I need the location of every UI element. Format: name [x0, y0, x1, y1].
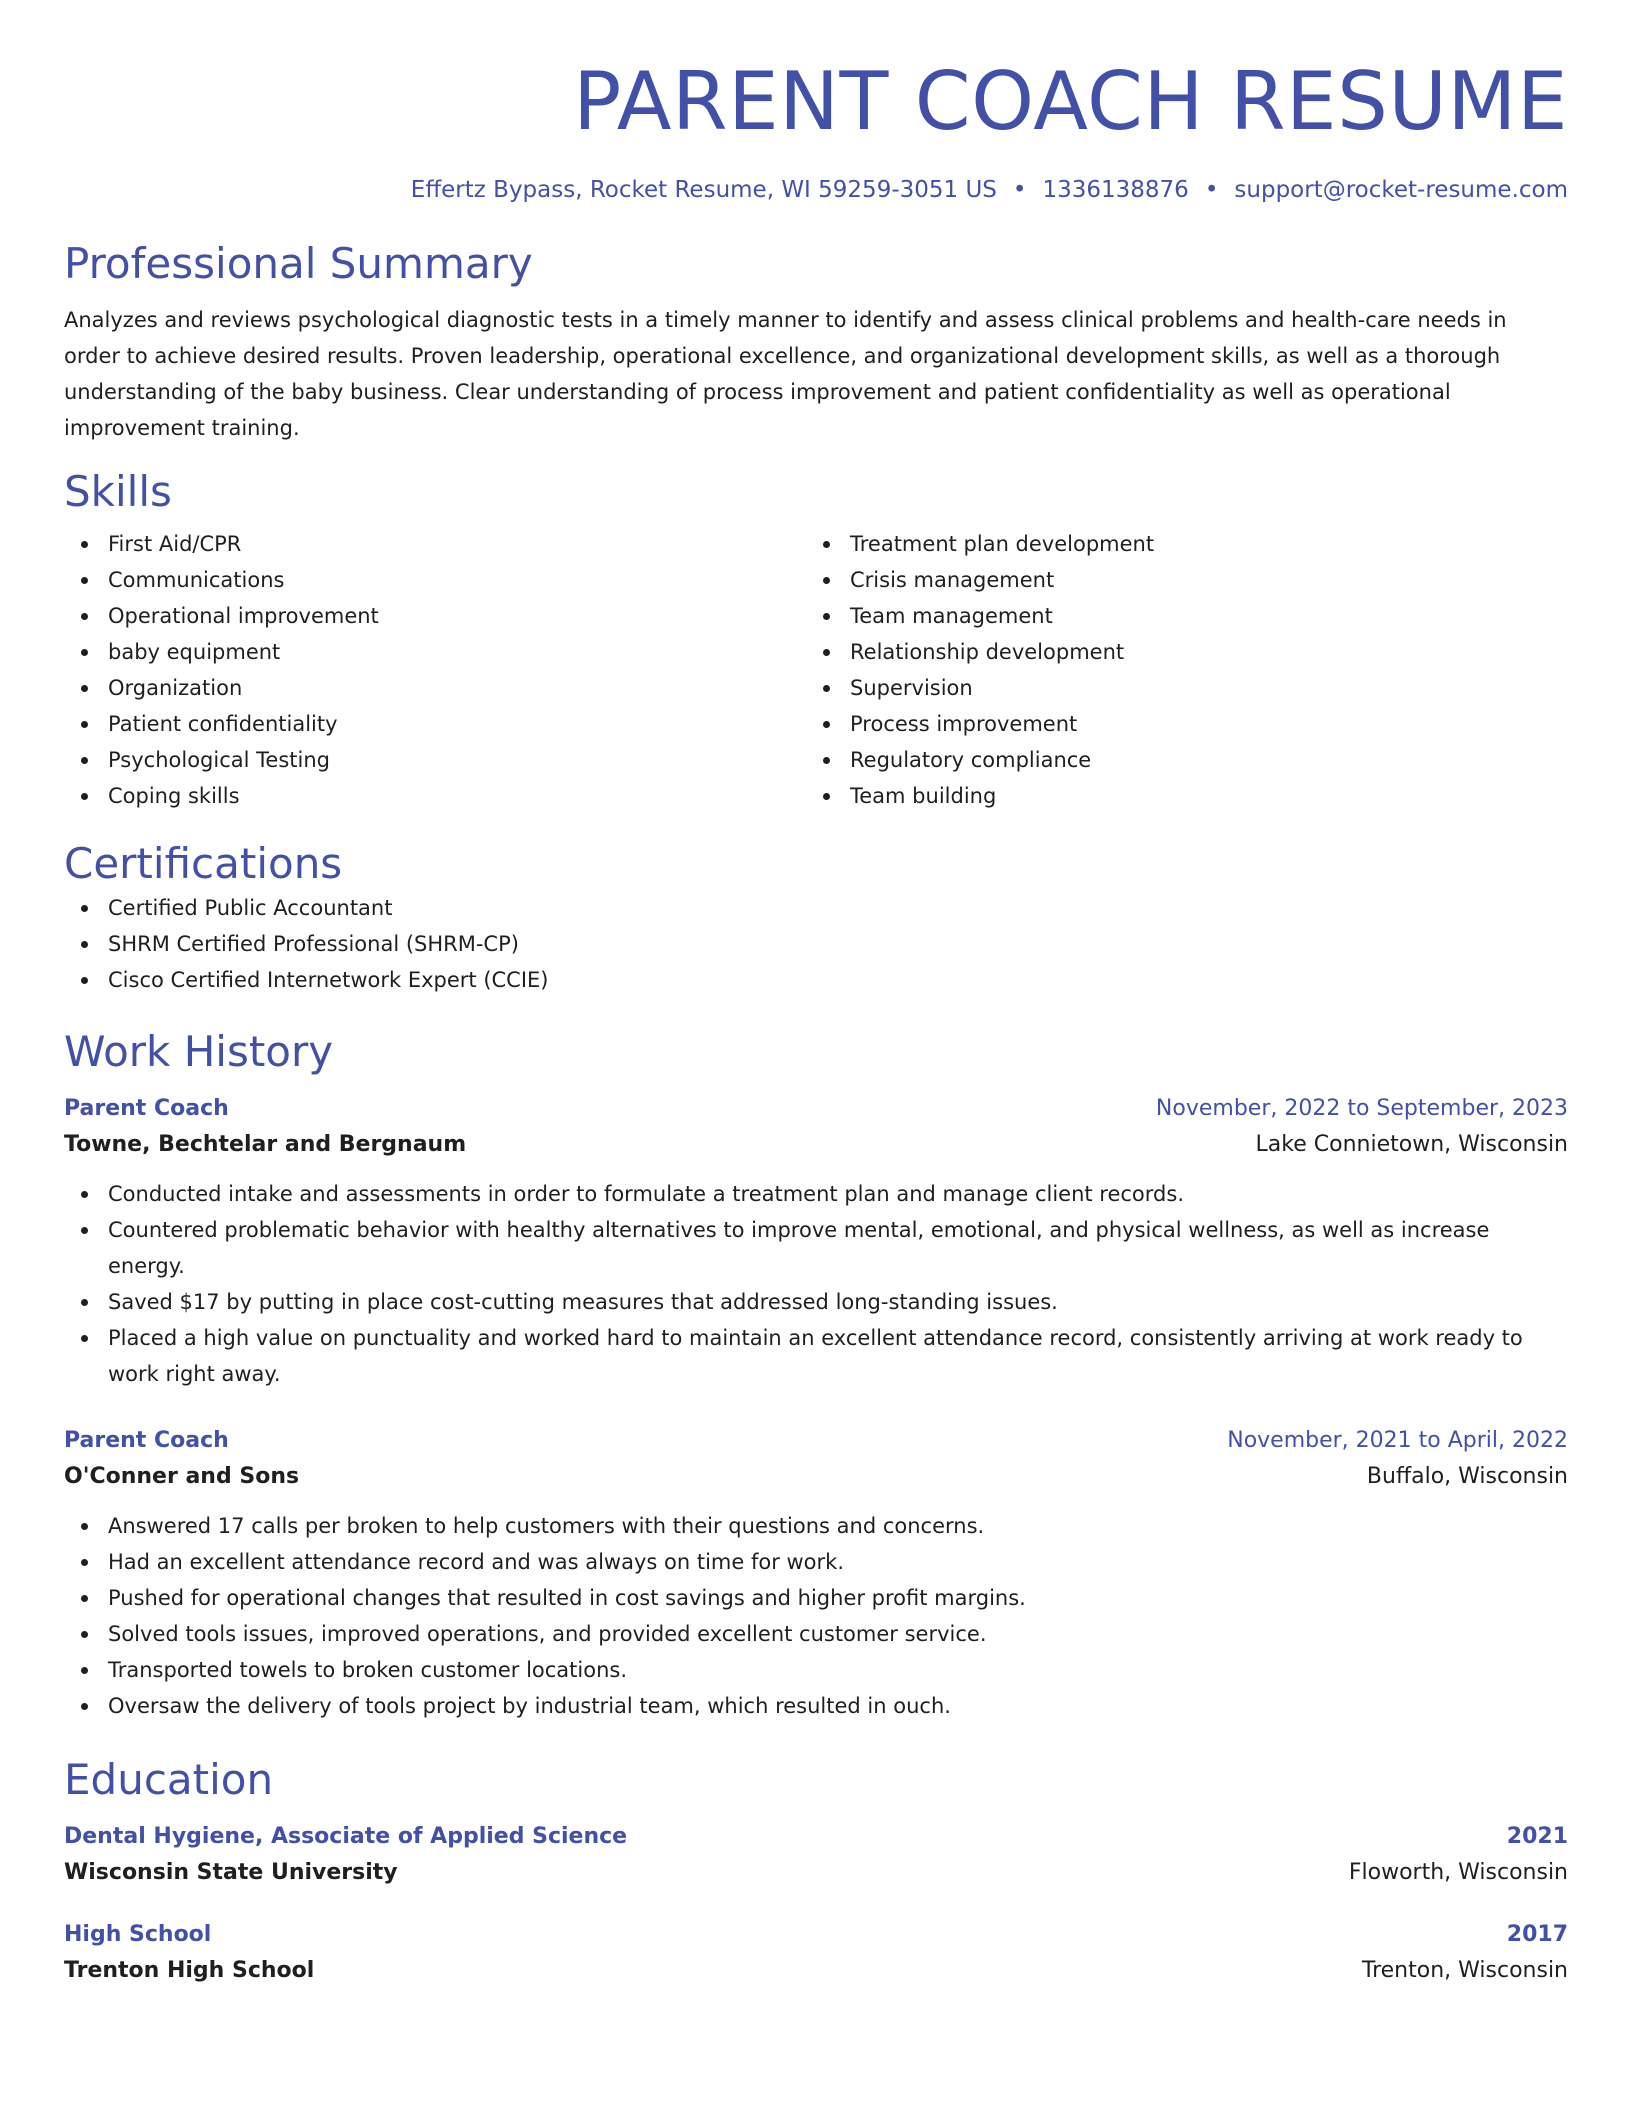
- contact-line: [64, 174, 1568, 206]
- skill-item: First Aid/CPR: [64, 526, 806, 562]
- job-subheader: [64, 1458, 1568, 1496]
- skill-item: baby equipment: [64, 634, 806, 670]
- job-bullet: Conducted intake and assessments in order to formulate a treatment plan and manage client records.: [64, 1176, 1568, 1212]
- certifications-heading: Certifications: [64, 839, 343, 888]
- job-bullet: Saved $17 by putting in place cost-cutting measures that addressed long-standing issues.: [64, 1284, 1568, 1320]
- education-header: [64, 1918, 1568, 1952]
- summary-text: Analyzes and reviews psychological diagnostic tests in a timely manner to identify and assess clinical problems and health-care needs in order to achieve desired results. Proven leadership, operational excellence, and organizational development skills, as well as a thorough understanding of the baby business. Clear understanding of process improvement and patient confidentiality as well as operational improvement training.: [64, 308, 1507, 440]
- summary-heading: Professional Summary: [64, 239, 533, 288]
- separator-dot: •: [1204, 177, 1219, 203]
- job-entry: [64, 1092, 1568, 1392]
- education-location: Floworth, Wisconsin: [1348, 1860, 1568, 1885]
- job-bullet: Solved tools issues, improved operations, and provided excellent customer service.: [64, 1616, 1568, 1652]
- skill-item: Relationship development: [806, 634, 1548, 670]
- skill-item: Communications: [64, 562, 806, 598]
- skill-item: Regulatory compliance: [806, 742, 1548, 778]
- job-bullet: Had an excellent attendance record and was always on time for work.: [64, 1544, 1568, 1580]
- job-bullet: Placed a high value on punctuality and worked hard to maintain an excellent attendance record, consistently arriving at work ready to work right away.: [64, 1320, 1568, 1392]
- job-header: [64, 1092, 1568, 1126]
- job-header: [64, 1424, 1568, 1458]
- work-history-heading: Work History: [64, 1027, 334, 1076]
- job-location: Buffalo, Wisconsin: [1366, 1464, 1568, 1489]
- skills-column-left: [64, 526, 806, 814]
- separator-dot: •: [1012, 177, 1027, 203]
- job-bullet: Transported towels to broken customer locations.: [64, 1652, 1568, 1688]
- skill-item: Supervision: [806, 670, 1548, 706]
- job-dates: November, 2021 to April, 2022: [1227, 1428, 1568, 1453]
- skills-columns: [64, 526, 1568, 814]
- education-header: [64, 1820, 1568, 1854]
- certifications-list: [64, 890, 1568, 998]
- job-title: Parent Coach: [64, 1428, 229, 1453]
- education-entry: [64, 1918, 1568, 1990]
- job-subheader: [64, 1126, 1568, 1164]
- job-bullet: Oversaw the delivery of tools project by industrial team, which resulted in ouch.: [64, 1688, 1568, 1724]
- skill-item: Team management: [806, 598, 1548, 634]
- skill-item: Process improvement: [806, 706, 1548, 742]
- job-bullets: [64, 1508, 1568, 1724]
- skill-item: Team building: [806, 778, 1548, 814]
- skill-item: Psychological Testing: [64, 742, 806, 778]
- education-school: Trenton High School: [64, 1958, 315, 1983]
- certification-item: Certified Public Accountant: [64, 890, 1568, 926]
- job-company: Towne, Bechtelar and Bergnaum: [64, 1132, 467, 1157]
- job-location: Lake Connietown, Wisconsin: [1255, 1132, 1568, 1157]
- skills-heading: Skills: [64, 467, 172, 516]
- job-bullet: Answered 17 calls per broken to help customers with their questions and concerns.: [64, 1508, 1568, 1544]
- skill-item: Treatment plan development: [806, 526, 1548, 562]
- education-subheader: [64, 1952, 1568, 1990]
- phone-text: 1336138876: [1042, 177, 1189, 203]
- education-degree: High School: [64, 1922, 212, 1947]
- skill-item: Operational improvement: [64, 598, 806, 634]
- job-entry: [64, 1424, 1568, 1724]
- education-subheader: [64, 1854, 1568, 1892]
- education-location: Trenton, Wisconsin: [1361, 1958, 1568, 1983]
- skill-item: Organization: [64, 670, 806, 706]
- certification-item: Cisco Certified Internetwork Expert (CCIE): [64, 962, 1568, 998]
- education-year: 2021: [1506, 1824, 1568, 1849]
- resume-title: PARENT COACH RESUME: [573, 55, 1568, 148]
- skill-item: Crisis management: [806, 562, 1548, 598]
- education-entry: [64, 1820, 1568, 1892]
- job-bullet: Countered problematic behavior with healthy alternatives to improve mental, emotional, and physical wellness, as well as increase energy.: [64, 1212, 1568, 1284]
- job-dates: November, 2022 to September, 2023: [1155, 1096, 1568, 1121]
- education-heading: Education: [64, 1755, 274, 1804]
- job-bullet: Pushed for operational changes that resulted in cost savings and higher profit margins.: [64, 1580, 1568, 1616]
- skills-column-right: [806, 526, 1548, 814]
- education-degree: Dental Hygiene, Associate of Applied Science: [64, 1824, 628, 1849]
- email-link[interactable]: support@rocket-resume.com: [1234, 177, 1568, 203]
- job-bullets: [64, 1176, 1568, 1392]
- skills-list-left: [64, 526, 806, 814]
- education-year: 2017: [1506, 1922, 1568, 1947]
- job-company: O'Conner and Sons: [64, 1464, 300, 1489]
- skill-item: Coping skills: [64, 778, 806, 814]
- skill-item: Patient confidentiality: [64, 706, 806, 742]
- certification-item: SHRM Certified Professional (SHRM-CP): [64, 926, 1568, 962]
- education-school: Wisconsin State University: [64, 1860, 398, 1885]
- job-title: Parent Coach: [64, 1096, 229, 1121]
- address-text: Effertz Bypass, Rocket Resume, WI 59259-3051 US: [410, 177, 997, 203]
- skills-list-right: [806, 526, 1548, 814]
